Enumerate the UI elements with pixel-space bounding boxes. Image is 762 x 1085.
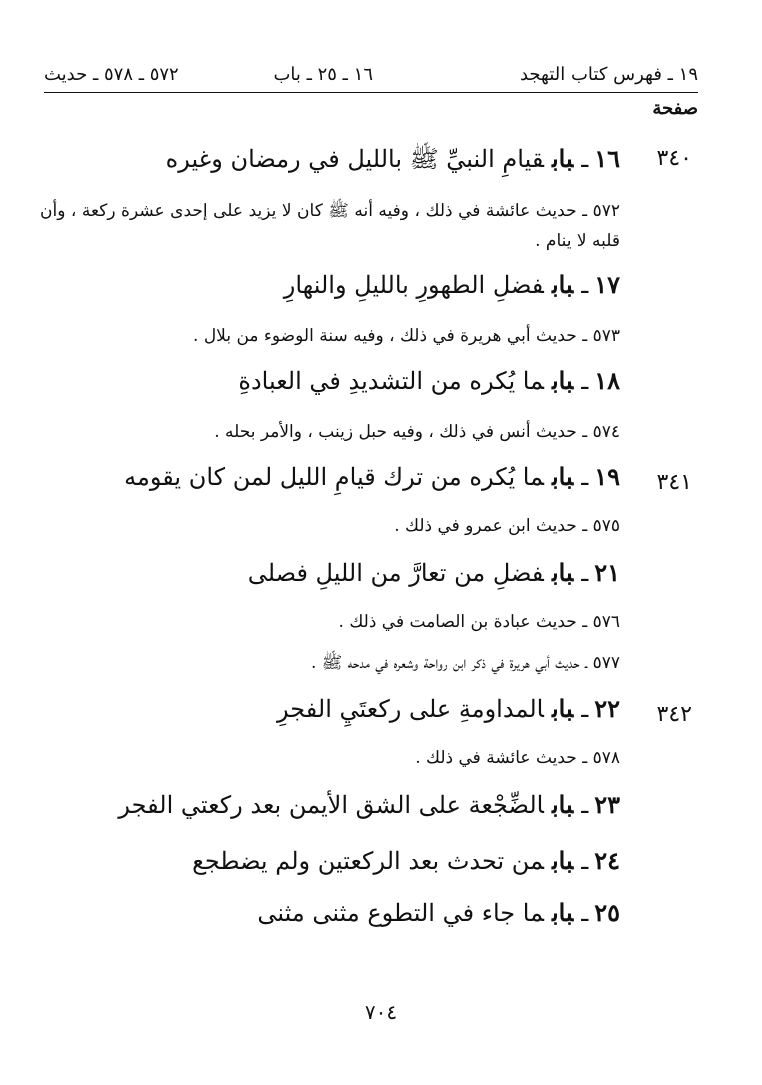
bab-entry [192, 846, 620, 875]
hadith-entry: ٥٧٣ ـ حديث أبي هريرة في ذلك ، وفيه سنة الوضوء من بلال . [193, 326, 620, 346]
bab-number: ١٧ [594, 270, 620, 299]
bab-dash: ـ [581, 695, 589, 723]
bab-dash: ـ [581, 271, 589, 299]
bab-dash: ـ [581, 559, 589, 587]
page-number: ٧٠٤ [364, 1000, 398, 1024]
bab-title: من تحدث بعد الركعتين ولم يضطجع [192, 847, 544, 875]
bab-keyword: باب [551, 846, 574, 875]
hadith-entry: ٥٧٢ ـ حديث عائشة في ذلك ، وفيه أنه ﷺ كان لا يزيد على إحدى عشرة ركعة ، وأن قلبه لا ينام . [40, 201, 620, 251]
bab-keyword: باب [551, 462, 574, 491]
bab-entry [118, 790, 620, 819]
bab-keyword: باب [551, 558, 574, 587]
entry-page-number: ٣٤٢ [656, 702, 692, 727]
bab-title: المداومةِ على ركعتَيِ الفجرِ [277, 695, 544, 723]
bab-dash: ـ [581, 145, 589, 173]
bab-entry [124, 462, 620, 491]
header-hadith-range: ٥٧٢ ـ ٥٧٨ ـ حديث [44, 64, 179, 85]
bab-dash: ـ [581, 367, 589, 395]
bab-entry [238, 366, 620, 395]
bab-entry [257, 898, 620, 927]
hadith-entry: ٥٧٧ ـ حديث أبي هريرة في ذكر ابن رواحة وشعره في مدحه ﷺ . [310, 653, 620, 673]
bab-title: قيامِ النبيِّ ﷺ بالليل في رمضان وغيره [165, 145, 544, 173]
bab-entry [284, 270, 620, 299]
bab-number: ٢٥ [594, 898, 620, 927]
bab-number: ٢٤ [594, 846, 620, 875]
hadith-entry: ٥٧٥ ـ حديث ابن عمرو في ذلك . [394, 516, 620, 536]
bab-number: ١٨ [594, 366, 620, 395]
bab-title: فضلِ الطهورِ بالليلِ والنهارِ [283, 271, 544, 299]
bab-keyword: باب [551, 898, 574, 927]
hadith-entry: ٥٧٤ ـ حديث أنس في ذلك ، وفيه حبل زينب ، والأمر بحله . [214, 422, 620, 442]
entry-page-number: ٣٤٠ [656, 146, 692, 171]
bab-title: ما جاء في التطوع مثنى مثنى [257, 899, 544, 927]
bab-number: ٢١ [594, 558, 620, 587]
bab-title: ما يُكره من التشديدِ في العبادةِ [238, 367, 544, 395]
bab-entry [166, 144, 620, 179]
bab-number: ١٩ [594, 462, 620, 491]
hadith-entry: ٥٧٨ ـ حديث عائشة في ذلك . [415, 748, 620, 768]
bab-entry [277, 694, 620, 723]
bab-keyword: باب [551, 144, 574, 173]
bab-keyword: باب [551, 790, 574, 819]
bab-entry [248, 558, 620, 587]
bab-dash: ـ [581, 899, 589, 927]
bab-number: ٢٣ [594, 790, 620, 819]
entry-page-number: ٣٤١ [656, 470, 692, 495]
header-chapter-title: ١٩ ـ فهرس كتاب التهجد [519, 64, 698, 85]
bab-dash: ـ [581, 463, 589, 491]
bab-dash: ـ [581, 791, 589, 819]
header-bab-range: ١٦ ـ ٢٥ ـ باب [273, 64, 373, 85]
running-header [44, 58, 698, 93]
hadith-entry: ٥٧٦ ـ حديث عبادة بن الصامت في ذلك . [338, 612, 620, 632]
bab-keyword: باب [551, 366, 574, 395]
bab-title: فضلِ من تعارَّ من الليلِ فصلى [247, 559, 544, 587]
bab-keyword: باب [551, 270, 574, 299]
bab-title: الضِّجْعة على الشق الأيمن بعد ركعتي الفجر [118, 791, 544, 819]
bab-title: ما يُكره من ترك قيامِ الليل لمن كان يقومه [124, 463, 544, 491]
page-column-label: صفحة [652, 98, 698, 119]
bab-keyword: باب [551, 694, 574, 723]
bab-number: ١٦ [594, 144, 620, 173]
bab-dash: ـ [581, 847, 589, 875]
bab-number: ٢٢ [594, 694, 620, 723]
